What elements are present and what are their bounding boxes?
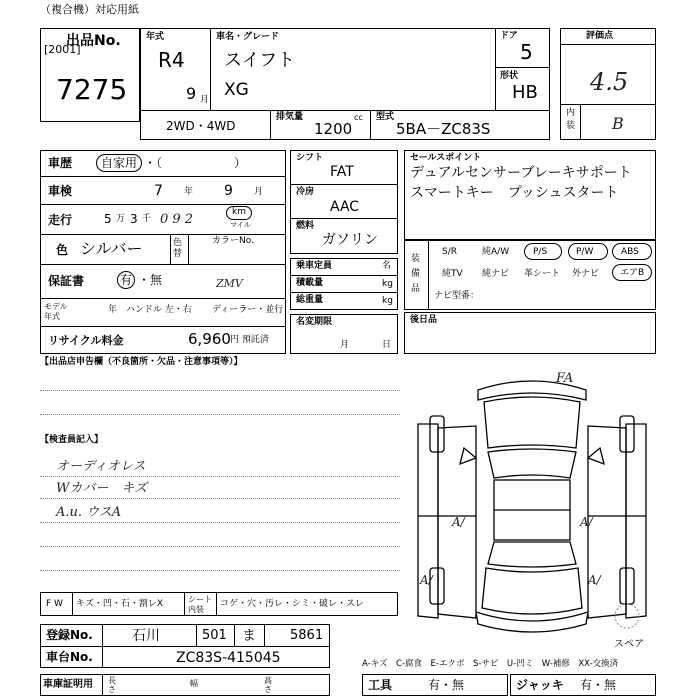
model-label: 車名・グレード [216,32,280,42]
history-label: 車歴 [48,156,73,170]
mileage-sen-unit: 千 [142,214,152,224]
car-damage-diagram [410,368,655,658]
registration-class: 501 [202,628,227,643]
inspector-note-2: Wカバー キズ [56,481,148,496]
model-name: スイフト [224,50,296,71]
registration-area: 石川 [132,628,160,644]
shift-value: FAT [330,164,354,180]
certificate-length: 長さ [108,676,116,694]
equip-sr: S/R [442,247,457,257]
tools-label: 工具 [368,678,393,692]
recycle-label: リサイクル料金 [48,334,124,347]
equip-leather: 革シート [524,269,561,279]
lot-stamp: [2001] [44,43,81,56]
inspection-month-unit: 月 [254,187,264,197]
legend-scratch: キズ・凹・石・割レX [76,599,163,609]
declaration-label: 【出品店申告欄（不良箇所・欠品・注意事項等）】 [40,357,243,367]
diagram-a1-right: A/ [580,515,593,529]
deregistration-month: 月 [340,340,350,350]
year-era: R4 [158,48,185,72]
model-code-value: 5BA－ZC83S [396,120,491,138]
displacement-label: 排気量 [276,112,304,122]
certificate-width: 幅 [190,679,198,688]
shape-value: HB [512,82,538,103]
warranty-no: ・無 [138,273,163,287]
color-value: シルバー [80,239,143,258]
load-unit: kg [382,279,393,289]
year-month-unit: 月 [200,95,210,105]
inspector-note-1: オーディオレス [56,459,146,474]
interior-label: 内装 [566,108,576,131]
model-code-label: 型式 [376,112,395,122]
warranty-label: 保証書 [48,274,85,288]
jack-value: 有・無 [580,678,617,692]
model-grade: XG [224,80,249,100]
shape-label: 形状 [500,71,519,81]
navi-label: ナビ型番： [434,291,480,301]
certificate-label: 車庫証明用 [43,679,93,690]
mileage-rest: 0 9 2 [160,212,194,227]
fuel-label: 燃料 [296,221,315,231]
lot-label: 出品No. [66,33,121,49]
year-label: 年式 [146,32,165,42]
inspection-month: 9 [224,183,233,199]
capacity-label: 乗車定員 [296,261,333,271]
sales-point-label: セールスポイント [410,153,482,163]
handle: ハンドル 左・右 [126,305,192,315]
warranty-note: ZMV [216,277,243,290]
sales-point-line2: スマートキー プッシュスタート [410,185,619,201]
displacement-unit: cc [354,113,363,122]
chassis-label: 車台No. [46,650,93,664]
sales-point-line1: デュアルセンサーブレーキサポート [410,165,632,181]
rating-label: 評価点 [586,31,614,41]
equip-airbag: エアB [620,268,645,278]
equip-aw: 純A/W [482,247,510,257]
capacity-unit: 名 [382,261,392,271]
after-delivery-label: 後日品 [410,315,438,325]
shift-label: シフト [296,153,324,163]
doors-value: 5 [520,40,533,64]
lot-number: 7275 [56,73,128,106]
mileage-sen: 3 [130,212,138,226]
equip-ps: P/S [533,247,548,257]
equip-navi: 純ナビ [482,269,510,279]
year-month: 9 [186,84,197,103]
color-label: 色 [56,243,69,257]
aircon-value: AAC [330,199,360,215]
inspection-label: 車検 [48,184,73,198]
mileage-label: 走行 [48,213,73,227]
info-table [40,150,286,354]
fuel-value: ガソリン [322,232,378,248]
jack-label: ジャッキ [516,678,564,692]
inspector-note-3: A.u. ウスA [56,505,122,520]
tools-value: 有・無 [428,678,465,692]
aircon-label: 冷房 [296,187,315,197]
equip-pw: P/W [576,247,594,257]
load-label: 積載量 [296,278,324,288]
model-year-label: モデル年式 [44,302,68,321]
diagram-a1-lower: A/ [420,573,433,587]
recycle-unit: 円 預託済 [230,335,269,345]
certificate-height: 高さ [264,676,272,694]
chassis-value: ZC83S-415045 [176,650,281,666]
inspection-year-unit: 年 [184,187,194,197]
mileage-km: km [232,207,246,217]
registration-kana: ま [242,628,256,644]
history-value: 自家用 [101,156,138,170]
color-change-label: 色替 [173,238,183,259]
legend-fw: F W [46,599,63,609]
warranty-yes: 有 [120,273,133,287]
diagram-spare: スペア [614,639,644,650]
after-delivery-box [404,312,656,354]
color-code-label: カラーNo. [212,236,254,246]
equip-ext-navi: 外ナビ [572,269,600,279]
equipment-label: 装備品 [411,254,421,294]
inspector-label: 【検査員記入】 [40,435,104,445]
deregistration-label: 名変期限 [296,317,333,327]
equip-tv: 純TV [442,269,463,279]
doors-label: ドア [500,31,518,41]
car-legend: A-キズ C-腐食 E-エクボ S-サビ U-凹ミ W-補修 XX-交換済 [362,659,619,669]
history-rest: ・（ ） [144,156,247,170]
drive-text: 2WD・4WD [166,119,236,133]
model-year-unit: 年 [108,305,118,315]
diagram-a1-left: A/ [452,515,465,529]
mileage-mile: マイル [230,221,251,229]
registration-number: 5861 [290,628,324,643]
interior-value: B [612,114,624,133]
deregistration-day: 日 [382,340,392,350]
displacement-value: 1200 [314,120,353,138]
diagram-fa: FA [556,371,574,386]
weight-label: 総重量 [296,295,324,305]
inspection-year: 7 [154,183,163,199]
legend-seat: コゲ・穴・汚レ・シミ・破レ・スレ [220,599,365,609]
dealer: ディーラー・並行 [212,305,284,315]
registration-label: 登録No. [46,628,93,642]
weight-unit: kg [382,296,393,306]
recycle-value: 6,960 [188,330,231,348]
legend-seat-label: シート内装 [188,595,212,614]
mileage-man: 5 [104,212,112,226]
diagram-a1-lower-right: A/ [588,573,601,587]
rating-score: 4.5 [590,68,629,96]
header-note: （複合機）対応用紙 [40,3,139,16]
mileage-man-unit: 万 [116,214,126,224]
equip-abs: ABS [621,247,639,257]
